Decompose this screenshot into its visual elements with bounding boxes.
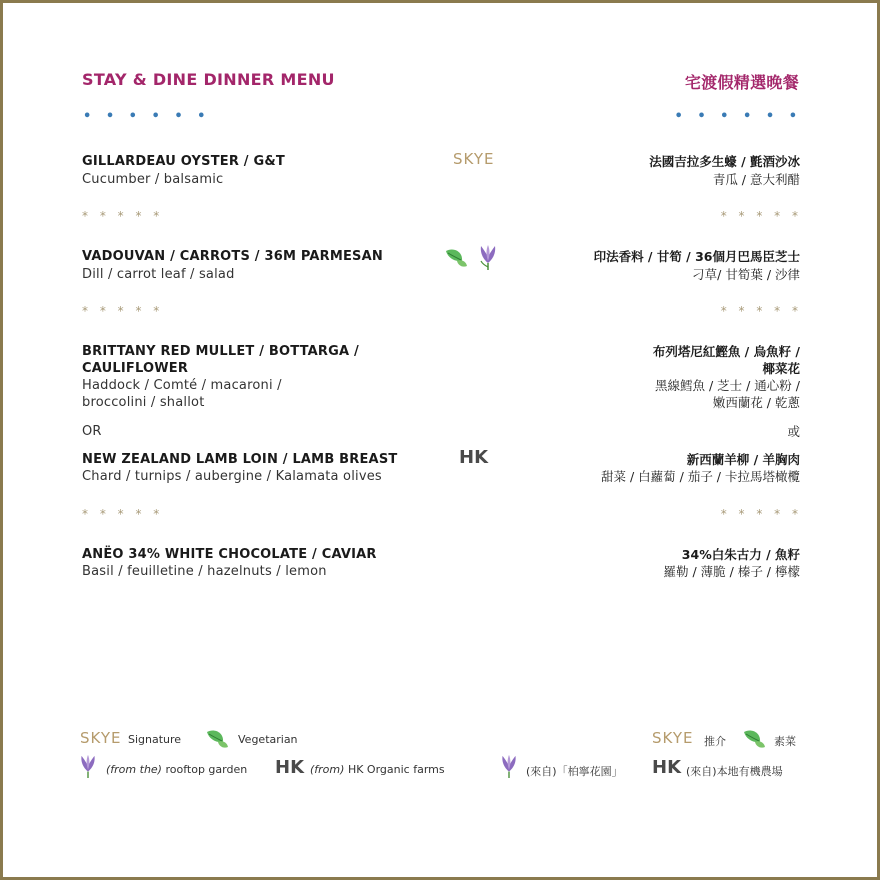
flower-icon <box>475 243 501 271</box>
course-5-title-zh: 34%白朱古力 / 魚籽 <box>681 547 800 562</box>
course-2-description: Dill / carrot leaf / salad <box>82 267 235 282</box>
skye-signature-badge: SKYE <box>453 150 495 168</box>
legend-hk-prefix: (from) <box>310 763 345 776</box>
separator-stars: * * * * * <box>82 304 164 318</box>
course-3-description-zh-line-1: 黑線鱈魚 / 芝士 / 通心粉 / <box>654 378 800 393</box>
course-3-title-line-2: CAULIFLOWER <box>82 361 189 376</box>
legend-rooftop-text: rooftop garden <box>165 763 248 776</box>
separator-stars: * * * * * <box>82 209 164 223</box>
menu-title-zh: 宅渡假精選晚餐 <box>684 73 799 92</box>
legend-vegetarian-label: Vegetarian <box>238 733 298 746</box>
legend-rooftop-label <box>106 763 247 776</box>
legend-skye-mark-zh: SKYE <box>652 729 694 747</box>
course-2-title-zh: 印法香料 / 甘筍 / 36個月巴馬臣芝士 <box>593 249 800 264</box>
course-4-title-zh: 新西蘭羊柳 / 羊胸肉 <box>686 452 800 467</box>
course-2-title: VADOUVAN / CARROTS / 36M PARMESAN <box>82 249 383 264</box>
course-3-description-line-2: broccolini / shallot <box>82 395 205 410</box>
dots-divider-left: • • • • • • <box>83 109 211 124</box>
course-5-description: Basil / feuilletine / hazelnuts / lemon <box>82 564 327 579</box>
legend-hk-mark: HK <box>275 757 305 778</box>
course-3-title-line-1: BRITTANY RED MULLET / BOTTARGA / <box>82 344 359 359</box>
course-5-description-zh: 羅勒 / 薄脆 / 榛子 / 檸檬 <box>663 564 800 579</box>
or-label: OR <box>82 424 102 439</box>
hk-organic-badge: HK <box>459 447 489 468</box>
course-3-title-zh-line-2: 椰菜花 <box>762 361 800 376</box>
leaf-icon <box>741 726 767 752</box>
separator-stars: * * * * * <box>720 304 802 318</box>
separator-stars: * * * * * <box>82 507 164 521</box>
course-1-title: GILLARDEAU OYSTER / G&T <box>82 154 285 169</box>
legend-hk-label <box>310 763 445 776</box>
course-2-description-zh: 刁草/ 甘筍葉 / 沙律 <box>692 267 800 282</box>
course-3-description-zh-line-2: 嫩西蘭花 / 乾蔥 <box>712 395 800 410</box>
course-1-description: Cucumber / balsamic <box>82 172 224 187</box>
menu-title-en: STAY & DINE DINNER MENU <box>82 70 335 89</box>
course-4-description-zh: 甜菜 / 白蘿蔔 / 茄子 / 卡拉馬塔橄欖 <box>601 469 800 484</box>
flower-icon <box>497 752 521 780</box>
legend-rooftop-label-zh: (來自)「柏寧花園」 <box>526 765 623 778</box>
or-label-zh: 或 <box>787 424 800 439</box>
legend-hk-text: HK Organic farms <box>347 763 445 776</box>
separator-stars: * * * * * <box>720 209 802 223</box>
leaf-icon <box>443 245 469 271</box>
course-1-description-zh: 青瓜 / 意大利醋 <box>712 172 800 187</box>
legend-skye-mark: SKYE <box>80 729 122 747</box>
legend-vegetarian-label-zh: 素菜 <box>774 735 796 748</box>
legend-signature-label-zh: 推介 <box>704 735 726 748</box>
dots-divider-right: • • • • • • <box>674 109 802 124</box>
course-5-title: ANËO 34% WHITE CHOCOLATE / CAVIAR <box>82 547 377 562</box>
course-1-title-zh: 法國吉拉多生蠔 / 氈酒沙冰 <box>649 154 800 169</box>
course-4-description: Chard / turnips / aubergine / Kalamata olives <box>82 469 382 484</box>
legend-hk-mark-zh: HK <box>652 757 682 778</box>
legend-signature-label: Signature <box>128 733 182 746</box>
course-4-title: NEW ZEALAND LAMB LOIN / LAMB BREAST <box>82 452 398 467</box>
legend-hk-label-zh: (來自)本地有機農場 <box>686 765 783 778</box>
leaf-icon <box>204 726 230 752</box>
flower-icon <box>76 752 100 780</box>
legend-rooftop-prefix: (from the) <box>106 763 162 776</box>
separator-stars: * * * * * <box>720 507 802 521</box>
course-3-description-line-1: Haddock / Comté / macaroni / <box>82 378 282 393</box>
course-3-title-zh-line-1: 布列塔尼紅鰹魚 / 烏魚籽 / <box>652 344 800 359</box>
